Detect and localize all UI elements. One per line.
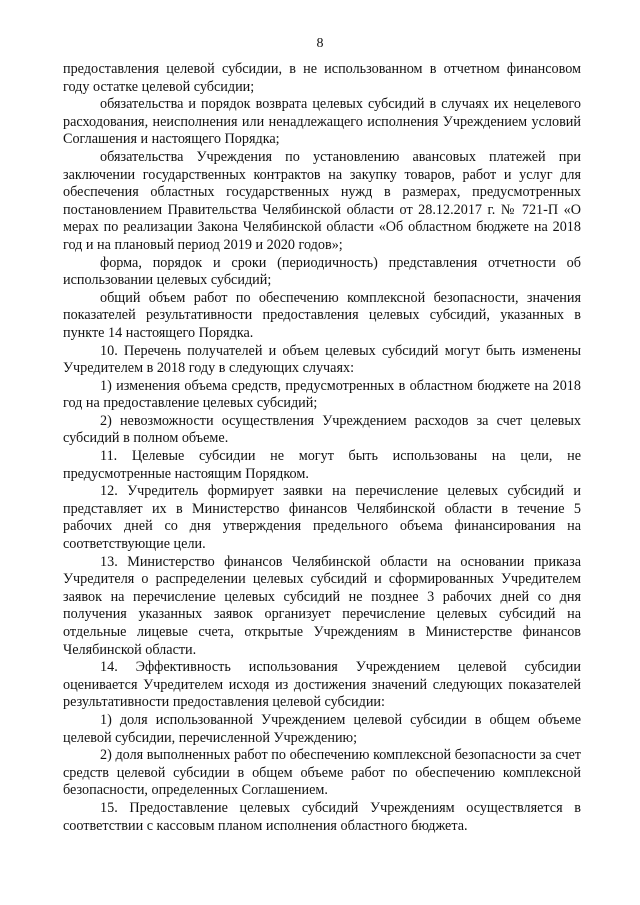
paragraph-reporting-form: форма, порядок и сроки (периодичность) представления отчетности об использовании целевых субсидий; bbox=[63, 254, 581, 289]
paragraph-item-10-2: 2) невозможности осуществления Учреждением расходов за счет целевых субсидий в полном объеме. bbox=[63, 412, 581, 447]
paragraph-item-11: 11. Целевые субсидии не могут быть использованы на цели, не предусмотренные настоящим Порядком. bbox=[63, 448, 581, 482]
paragraph-item-13: 13. Министерство финансов Челябинской области на основании приказа Учредителя о распределении целевых субсидий и сформированных Учредителем заявок на перечисление целевых субсидий не позднее 3 рабочих дней со дня получения указанных заявок организует перечисление целевых субсидий на отдельные лицевые счета, открытые Учреждениям в Министерстве финансов Челябинской области. bbox=[63, 553, 581, 658]
paragraph-item-10: 10. Перечень получателей и объем целевых субсидий могут быть изменены Учредителем в 2018 году в следующих случаях: bbox=[63, 342, 581, 377]
paragraph-subsidy-balance: предоставления целевой субсидии, в не использованном в отчетном финансовом году остатке целевой субсидии; bbox=[63, 61, 581, 95]
paragraph-item-15: 15. Предоставление целевых субсидий Учреждениям осуществляется в соответствии с кассовым планом исполнения областного бюджета. bbox=[63, 799, 581, 834]
paragraph-refund-obligations: обязательства и порядок возврата целевых субсидий в случаях их нецелевого расходования, неисполнения или ненадлежащего исполнения Учреждением условий Соглашения и настоящего Порядка; bbox=[63, 96, 581, 148]
paragraph-total-work-volume: общий объем работ по обеспечению комплексной безопасности, значения показателей результативности предоставления целевых субсидий, указанных в пункте 14 настоящего Порядка. bbox=[63, 289, 581, 341]
document-body bbox=[63, 61, 581, 835]
paragraph-item-10-1: 1) изменения объема средств, предусмотренных в областном бюджете на 2018 год на предоставление целевых субсидий; bbox=[63, 377, 581, 412]
paragraph-advance-payments: обязательства Учреждения по установлению авансовых платежей при заключении государственных контрактов на закупку товаров, работ и услуг для обеспечения областных государственных нужд в размерах, предусмотренных постановлением Правительства Челябинской области от 28.12.2017 г. № 721-П «О мерах по реализации Закона Челябинской области «Об областном бюджете на 2018 год и на плановый период 2019 и 2020 годов»; bbox=[63, 148, 581, 253]
paragraph-item-14: 14. Эффективность использования Учреждением целевой субсидии оценивается Учредителем исходя из достижения значений следующих показателей результативности предоставления целевой субсидии: bbox=[63, 659, 581, 711]
paragraph-item-14-2: 2) доля выполненных работ по обеспечению комплексной безопасности за счет средств целевой субсидии в общем объеме работ по обеспечению комплексной безопасности, определенных Соглашением. bbox=[63, 747, 581, 799]
page-number: 8 bbox=[316, 36, 324, 51]
paragraph-item-14-1: 1) доля использованной Учреждением целевой субсидии в общем объеме целевой субсидии, перечисленной Учреждению; bbox=[63, 711, 581, 746]
paragraph-item-12: 12. Учредитель формирует заявки на перечисление целевых субсидий и представляет их в Министерство финансов Челябинской области в течение 5 рабочих дней со дня утверждения предельного объема финансирования на соответствующие цели. bbox=[63, 483, 581, 553]
